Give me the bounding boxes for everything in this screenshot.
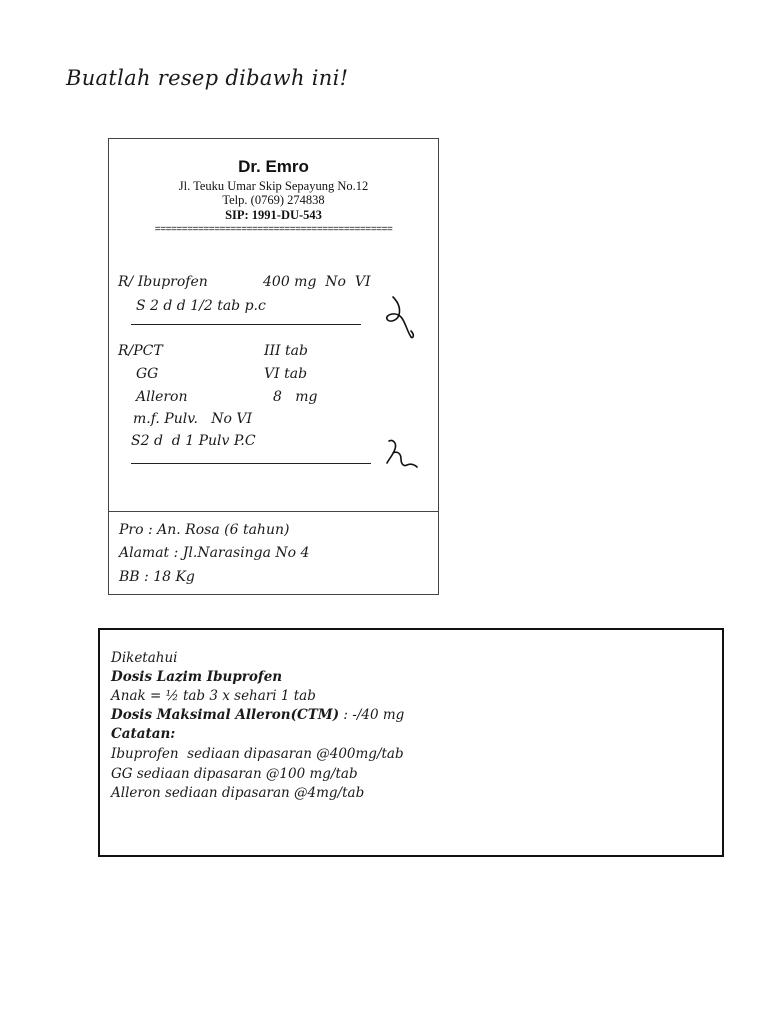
info-notes-title: Catatan: — [111, 726, 176, 742]
header-rule: ============================================ — [154, 225, 393, 236]
rx1-underline — [131, 324, 361, 325]
rx2-item-alleron-qty: 8 mg — [273, 389, 318, 405]
doctor-name: Dr. Emro — [238, 157, 309, 176]
info-max-label: Dosis Maksimal Alleron(CTM) — [111, 707, 340, 723]
rx2-item-alleron: Alleron — [136, 389, 188, 405]
rx2-item-gg: GG — [136, 366, 159, 382]
info-note-alleron: Alleron sediaan dipasaran @4mg/tab — [111, 785, 365, 801]
info-max-value: : -/40 mg — [339, 707, 405, 723]
info-dose-child: Anak = ½ tab 3 x sehari 1 tab — [111, 688, 316, 704]
info-note-ibuprofen: Ibuprofen sediaan dipasaran @400mg/tab — [111, 746, 404, 762]
info-max-dose — [111, 707, 404, 723]
patient-pro: Pro : An. Rosa (6 tahun) — [119, 522, 290, 538]
info-heading: Diketahui — [111, 650, 178, 666]
rx2-underline — [131, 463, 371, 464]
rx2-signa: S2 d d 1 Pulv P.C — [131, 433, 256, 449]
doctor-phone: Telp. (0769) 274838 — [222, 193, 325, 207]
page-title: Buatlah resep dibawh ini! — [66, 66, 349, 90]
info-box — [98, 628, 724, 857]
doctor-address: Jl. Teuku Umar Skip Sepayung No.12 — [178, 179, 369, 193]
rx1-paraf-signature — [381, 291, 421, 343]
info-note-gg: GG sediaan dipasaran @100 mg/tab — [111, 766, 358, 782]
rx2-mf: m.f. Pulv. No VI — [133, 411, 253, 427]
rx2-paraf-signature — [381, 435, 421, 471]
prescription-card — [108, 138, 439, 595]
rx1-dose: 400 mg No VI — [263, 274, 371, 290]
patient-weight: BB : 18 Kg — [119, 569, 195, 585]
info-dose-title: Dosis Lazim Ibuprofen — [111, 669, 283, 685]
doctor-sip: SIP: 1991-DU-543 — [225, 208, 322, 222]
rx2-item-gg-qty: VI tab — [264, 366, 308, 382]
patient-divider — [109, 511, 438, 512]
rx1-drug: R/ Ibuprofen — [118, 274, 208, 290]
rx1-signa: S 2 d d 1/2 tab p.c — [136, 298, 266, 314]
rx2-head: R/PCT — [118, 343, 163, 359]
patient-address: Alamat : Jl.Narasinga No 4 — [119, 545, 310, 561]
rx2-head-qty: III tab — [264, 343, 308, 359]
